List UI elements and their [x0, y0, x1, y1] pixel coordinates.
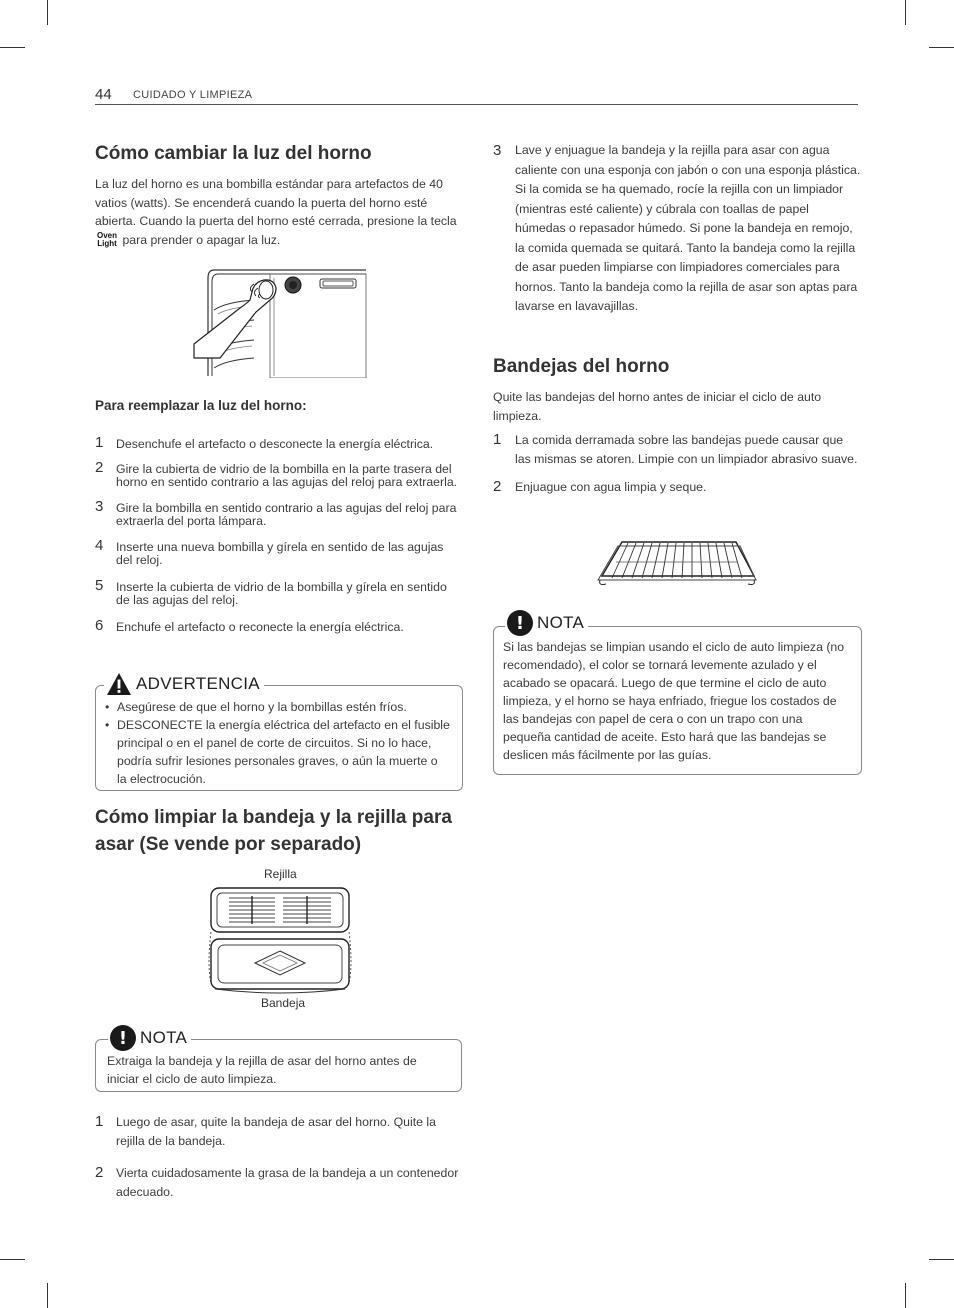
- exclamation-icon: !: [110, 1025, 136, 1051]
- crop-mark: [905, 0, 906, 25]
- list-item: • DESCONECTE la energía eléctrica del artefacto en el fusible principal o en el panel de corte de circuitos. Si no lo hace, podría sufrir lesiones personales graves, o aún la muerte o la electrocución.: [105, 716, 450, 788]
- racks-intro: Quite las bandejas del horno antes de iniciar el ciclo de auto limpieza.: [493, 390, 822, 423]
- section-name: CUIDADO Y LIMPIEZA: [133, 89, 253, 101]
- oven-light-key-icon: Oven Light: [97, 231, 118, 249]
- crop-mark: [0, 1259, 25, 1260]
- broiler-pan-illustration: [205, 885, 355, 997]
- grid-label: Rejilla: [264, 867, 297, 881]
- list-item: 6 Enchufe el artefacto o reconecte la energía eléctrica.: [95, 616, 404, 634]
- warning-title: ADVERTENCIA: [136, 674, 260, 693]
- oven-light-illustration: [190, 268, 370, 378]
- note-header: [505, 610, 588, 636]
- light-section: [95, 140, 460, 249]
- list-item: 3 Lave y enjuague la bandeja y la rejilla para asar con agua caliente con una esponja con jabón o con una esponja plástica. Si la comida se ha quemado, rocíe la rejilla con un limpiador (mientras esté caliente) y cúbrala con toallas de papel húmedas o repasador húmedo. Si pone la bandeja en remojo, la comida quemada se quitará. Tanto la bandeja como la rejilla de asar pueden limpiarse con limpiadores comerciales para hornos. Tanto la bandeja como la rejilla de asar son aptas para lavarse en lavavajillas.: [493, 142, 861, 313]
- light-intro: La luz del horno es una bombilla estándar para artefactos de 40 vatios (watts). Se encenderá cuando la puerta del horno esté abierta. Cuando la puerta del horno esté cerrada, presione la tecla Oven Light para prender o apagar la luz.: [95, 177, 457, 249]
- broiler-section: [95, 804, 461, 858]
- list-item: 1 La comida derramada sobre las bandejas puede causar que las mismas se atoren. Limpie con un limpiador abrasivo suave.: [493, 431, 858, 466]
- exclamation-icon: !: [507, 610, 533, 636]
- warning-list: [105, 698, 450, 788]
- note-title: NOTA: [537, 613, 585, 632]
- warning-icon: [106, 672, 132, 696]
- crop-mark: [905, 1283, 906, 1308]
- note-title: NOTA: [140, 1028, 188, 1047]
- list-item: 5 Inserte la cubierta de vidrio de la bombilla y gírela en sentido de las agujas del reloj.: [95, 576, 447, 607]
- warning-header: [104, 672, 264, 696]
- crop-mark: [929, 47, 954, 48]
- note-text: Si las bandejas se limpian usando el ciclo de auto limpieza (no recomendado), el color se tornará levemente azulado y el acabado se opacará. Luego de que termine el ciclo de auto limpieza, y el horno se haya enfriado, friegue los costados de las bandejas con papel de cera o con un trapo con una pequeña cantidad de aceite. Esto hará que las bandejas se deslicen más fácilmente por las guías.: [503, 640, 845, 762]
- pan-label: Bandeja: [261, 996, 306, 1010]
- list-item: 2 Gire la cubierta de vidrio de la bombilla en la parte trasera del horno en sentido contrario a las agujas del reloj para extraerla.: [95, 458, 458, 489]
- list-item: 1 Desenchufe el artefacto o desconecte la energía eléctrica.: [95, 434, 434, 451]
- broiler-step-3: [493, 141, 861, 317]
- warning-box: [95, 685, 463, 791]
- light-title: Cómo cambiar la luz del horno: [95, 143, 372, 164]
- replace-title: Para reemplazar la luz del horno:: [95, 398, 307, 413]
- note-header: [108, 1025, 191, 1051]
- crop-mark: [929, 1259, 954, 1260]
- crop-mark: [47, 0, 48, 25]
- page-header: [95, 86, 858, 105]
- list-item: 1 Luego de asar, quite la bandeja de asar del horno. Quite la rejilla de la bandeja.: [95, 1113, 436, 1148]
- broiler-title: Cómo limpiar la bandeja y la rejilla para asar (Se vende por separado): [95, 807, 452, 855]
- note-box: [493, 626, 862, 775]
- crop-mark: [47, 1283, 48, 1308]
- note-text: Extraiga la bandeja y la rejilla de asar del horno antes de iniciar el ciclo de auto limpieza.: [107, 1054, 417, 1086]
- racks-section: [493, 353, 861, 497]
- list-item: 4 Inserte una nueva bombilla y gírela en sentido de las agujas del reloj.: [95, 536, 444, 567]
- list-item: • Asegúrese de que el horno y la bombillas estén fríos.: [105, 698, 450, 716]
- oven-rack-illustration: [596, 538, 758, 586]
- broiler-steps: [95, 1113, 461, 1201]
- list-item: 2 Enjuague con agua limpia y seque.: [493, 478, 707, 495]
- list-item: 3 Gire la bombilla en sentido contrario a las agujas del reloj para extraerla del porta lámpara.: [95, 497, 457, 528]
- replace-section: [95, 398, 461, 634]
- racks-title: Bandejas del horno: [493, 356, 670, 377]
- page-number: 44: [95, 86, 112, 103]
- list-item: 2 Vierta cuidadosamente la grasa de la bandeja a un contenedor adecuado.: [95, 1164, 459, 1199]
- crop-mark: [0, 47, 25, 48]
